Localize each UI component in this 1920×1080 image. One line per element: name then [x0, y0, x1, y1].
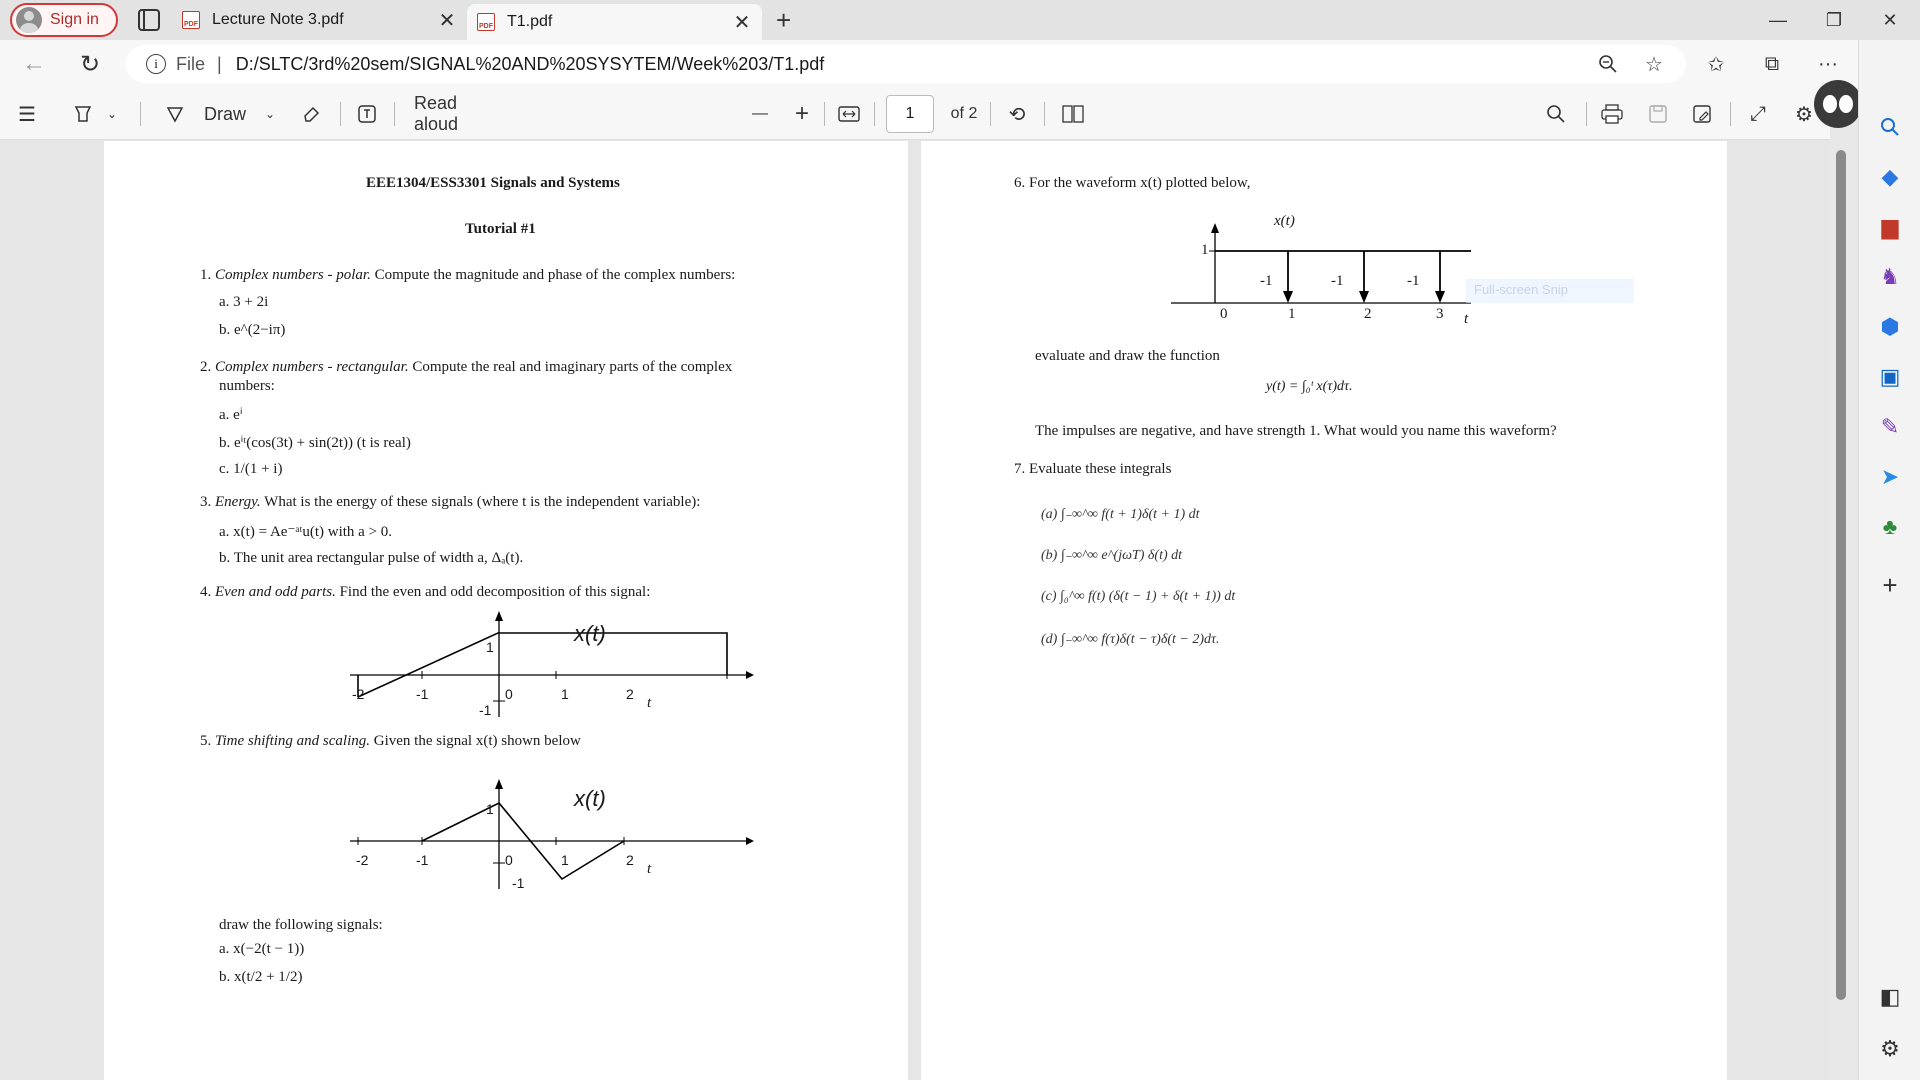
graph2-title: x(t) [574, 786, 606, 811]
profile-avatar-icon [16, 7, 42, 33]
games-icon[interactable]: ♞ [1880, 264, 1900, 289]
zoom-icon[interactable] [1592, 48, 1624, 80]
q1-text: Compute the magnitude and phase of the complex numbers: [374, 267, 736, 283]
graph1-x-arrow [746, 671, 754, 679]
q7-line [1014, 461, 1171, 478]
graph3-tick-label: 1 [1288, 306, 1296, 322]
q1-topic: Complex numbers - polar. [215, 267, 371, 283]
graph3-y-arrow [1211, 223, 1219, 233]
graph2-tick-label: -1 [416, 852, 429, 868]
tab-title: Lecture Note 3.pdf [212, 11, 344, 28]
url-scheme: File [176, 53, 206, 74]
tab-strip [0, 0, 1920, 40]
read-aloud-button[interactable]: Read aloud [414, 93, 459, 134]
save-as-icon[interactable] [1688, 88, 1716, 140]
graph3-impulse-arrow [1435, 291, 1445, 303]
restore-button[interactable]: ❐ [1825, 9, 1843, 30]
q5-topic: Time shifting and scaling. [215, 733, 371, 749]
search-icon[interactable] [1873, 110, 1907, 144]
url-separator: | [217, 53, 222, 74]
pdf-toolbar [0, 88, 1830, 140]
graph1-title: x(t) [574, 621, 606, 646]
settings-gear-icon[interactable]: ⚙ [1795, 103, 1813, 126]
add-sidebar-app-icon[interactable]: + [1882, 569, 1898, 600]
favorites-icon[interactable]: ✩ [1707, 53, 1725, 76]
time-shift-signal-graph [344, 777, 764, 892]
q3-a: a. x(t) = Ae⁻ᵃᵗu(t) with a > 0. [219, 524, 393, 540]
graph3-impulse-label: -1 [1260, 273, 1273, 289]
graph1-axis-label: t [647, 695, 652, 711]
graph1-tick-label: 1 [561, 686, 569, 702]
graph3-impulse-label: -1 [1407, 273, 1420, 289]
graph3-impulse-arrow [1283, 291, 1293, 303]
graph2-tick-label: -2 [356, 852, 369, 868]
q7-number: 7. [1014, 461, 1026, 477]
q2-line [200, 359, 732, 376]
graph3-impulse-label: -1 [1331, 273, 1344, 289]
graph3-level-label: 1 [1201, 242, 1209, 258]
q5-b: b. x(t/2 + 1/2) [219, 969, 303, 985]
graph3-tick-label: 3 [1436, 306, 1444, 322]
q3-number: 3. [200, 494, 212, 510]
q5-line [200, 733, 581, 750]
tab-actions-icon[interactable] [138, 9, 160, 31]
collections-icon[interactable]: ⧉ [1764, 52, 1780, 75]
url-path: D:/SLTC/3rd%20sem/SIGNAL%20AND%20SYSYTEM/Week%203/T1.pdf [235, 53, 825, 74]
address-bar [0, 40, 1920, 88]
q2-b: b. eⁱᵗ(cos(3t) + sin(2t)) (t is real) [219, 435, 411, 451]
new-tab-button[interactable]: + [776, 4, 792, 35]
graph2-tick-label: 2 [626, 852, 634, 868]
back-arrow-icon[interactable]: ← [22, 50, 46, 77]
graph3-impulse-arrow [1359, 291, 1369, 303]
graph3-title: x(t) [1274, 213, 1295, 229]
impulse-train-graph [1171, 221, 1481, 311]
q2-text: Compute the real and imaginary parts of the complex [412, 359, 733, 375]
edge-sidebar [1858, 40, 1920, 1080]
graph3-tick-label: 2 [1364, 306, 1372, 322]
graph2-tick-label: 1 [561, 852, 569, 868]
text-box-icon[interactable] [354, 88, 380, 140]
close-window-button[interactable]: ✕ [1882, 9, 1898, 30]
q3-line [200, 494, 700, 511]
q6-line [1014, 175, 1250, 192]
q7-d: (d) ∫₋∞^∞ f(τ)δ(t − τ)δ(t − 2)dτ. [1041, 632, 1220, 647]
refresh-icon[interactable]: ↻ [79, 50, 101, 78]
tutorial-title: Tutorial #1 [465, 221, 536, 237]
search-icon[interactable] [1542, 88, 1570, 140]
q3-b: b. The unit area rectangular pulse of width a, Δₐ(t). [219, 550, 524, 566]
sidebar-layout-icon[interactable]: ◧ [1879, 984, 1901, 1009]
q3-text: What is the energy of these signals (where t is the independent variable): [264, 494, 701, 510]
snip-tooltip: Full-screen Snip [1466, 279, 1634, 303]
graph1-tick-label: 2 [626, 686, 634, 702]
draw-dropdown-icon[interactable]: ⌄ [264, 107, 276, 121]
graph1-tick-label: 0 [505, 686, 513, 702]
q5-a: a. x(−2(t − 1)) [219, 941, 305, 957]
page-total: of 2 [950, 105, 978, 122]
zoom-in-button[interactable]: + [794, 100, 809, 127]
pdf-page-1 [104, 141, 908, 1080]
q2-number: 2. [200, 359, 212, 375]
q6-text: For the waveform x(t) plotted below, [1029, 175, 1251, 191]
q4-number: 4. [200, 584, 212, 600]
q2-text-2: numbers: [219, 378, 275, 394]
q5-number: 5. [200, 733, 212, 749]
q3-topic: Energy. [215, 494, 261, 510]
sidebar-settings-icon[interactable]: ⚙ [1880, 1036, 1900, 1061]
send-icon[interactable]: ➤ [1880, 464, 1900, 489]
graph1-y-top-label: 1 [486, 639, 494, 655]
graph2-y-arrow [495, 779, 503, 789]
q7-text: Evaluate these integrals [1029, 461, 1172, 477]
q7-a: (a) ∫₋∞^∞ f(t + 1)δ(t + 1) dt [1041, 507, 1200, 522]
draw-button[interactable]: Draw [203, 103, 246, 124]
minimize-button[interactable]: — [1769, 9, 1787, 30]
graph1-signal [358, 633, 727, 697]
q7-c: (c) ∫₀^∞ f(t) (δ(t − 1) + δ(t + 1)) dt [1041, 589, 1236, 604]
close-tab-icon[interactable]: ✕ [733, 11, 751, 34]
q4-topic: Even and odd parts. [215, 584, 336, 600]
tools-icon[interactable]: ▆ [1881, 214, 1899, 239]
graph1-tick-label: -2 [352, 686, 365, 702]
rotate-icon[interactable]: ⟲ [1008, 103, 1026, 126]
shopping-tag-icon[interactable]: ◆ [1881, 164, 1899, 189]
page-view-icon[interactable] [1060, 88, 1086, 140]
close-tab-icon[interactable]: ✕ [438, 9, 456, 32]
tree-icon[interactable]: ♣ [1882, 514, 1898, 539]
contents-icon[interactable]: ☰ [18, 103, 36, 126]
owl-overlay-icon [1814, 80, 1862, 128]
tab-title: T1.pdf [507, 13, 553, 30]
zoom-out-button[interactable]: — [752, 105, 768, 122]
more-options-icon[interactable]: ··· [1818, 52, 1838, 75]
q6-impulse-text: The impulses are negative, and have strength 1. What would you name this waveform? [1035, 423, 1557, 439]
pdf-icon: PDF [182, 11, 200, 29]
highlight-icon[interactable] [70, 88, 96, 140]
highlight-dropdown-icon[interactable]: ⌄ [106, 107, 118, 121]
document-header: EEE1304/ESS3301 Signals and Systems [366, 175, 620, 191]
q1-line [200, 267, 735, 284]
pdf-icon: PDF [477, 13, 495, 31]
sign-in-button[interactable] [10, 3, 118, 37]
graph3-tick-label: 0 [1220, 306, 1228, 322]
draw-icon[interactable] [164, 88, 186, 140]
q1-b: b. e^(2−iπ) [219, 322, 286, 338]
tab-lecture-note[interactable] [172, 0, 467, 40]
graph1-y-arrow [495, 611, 503, 621]
q6-evaluate-text: evaluate and draw the function [1035, 348, 1220, 364]
add-favorite-icon[interactable]: ☆ [1645, 53, 1663, 76]
q2-topic: Complex numbers - rectangular. [215, 359, 409, 375]
q4-line [200, 584, 650, 601]
graph2-tick-label: 0 [505, 852, 513, 868]
page-number-input[interactable]: 1 [886, 95, 934, 133]
graph2-axis-label: t [647, 861, 652, 877]
vertical-scrollbar[interactable] [1836, 150, 1846, 1000]
graph2-x-arrow [746, 837, 754, 845]
q6-formula: y(t) = ∫₀ᵗ x(τ)dτ. [1266, 379, 1353, 394]
tab-t1[interactable] [467, 4, 762, 40]
q7-b: (b) ∫₋∞^∞ e^(jωT) δ(t) dt [1041, 548, 1183, 563]
print-icon[interactable] [1598, 88, 1626, 140]
info-icon[interactable]: i [146, 54, 166, 74]
save-icon[interactable] [1644, 88, 1672, 140]
designer-icon[interactable]: ✎ [1880, 414, 1900, 439]
graph3-axis-label: t [1464, 311, 1469, 327]
even-odd-signal-graph [344, 609, 764, 719]
graph2-y-top-label: 1 [486, 801, 494, 817]
q5-text: Given the signal x(t) shown below [373, 733, 581, 749]
q2-c: c. 1/(1 + i) [219, 461, 283, 477]
graph1-tick-label: -1 [416, 686, 429, 702]
url-field[interactable] [126, 45, 1686, 83]
q2-a: a. eⁱ [219, 407, 243, 423]
q1-a: a. 3 + 2i [219, 294, 269, 310]
sign-in-label: Sign in [50, 11, 99, 28]
microsoft-365-icon[interactable]: ⬢ [1880, 314, 1900, 339]
fullscreen-icon[interactable]: ⤢ [1750, 102, 1766, 125]
q4-text: Find the even and odd decomposition of this signal: [339, 584, 651, 600]
graph2-y-bottom-label: -1 [512, 875, 525, 891]
eraser-icon[interactable] [298, 88, 324, 140]
outlook-icon[interactable]: ▣ [1879, 364, 1901, 389]
q1-number: 1. [200, 267, 212, 283]
q5-draw-text: draw the following signals: [219, 917, 383, 933]
q6-number: 6. [1014, 175, 1026, 191]
fit-width-icon[interactable] [836, 88, 862, 140]
graph1-y-bottom-label: -1 [479, 702, 492, 718]
